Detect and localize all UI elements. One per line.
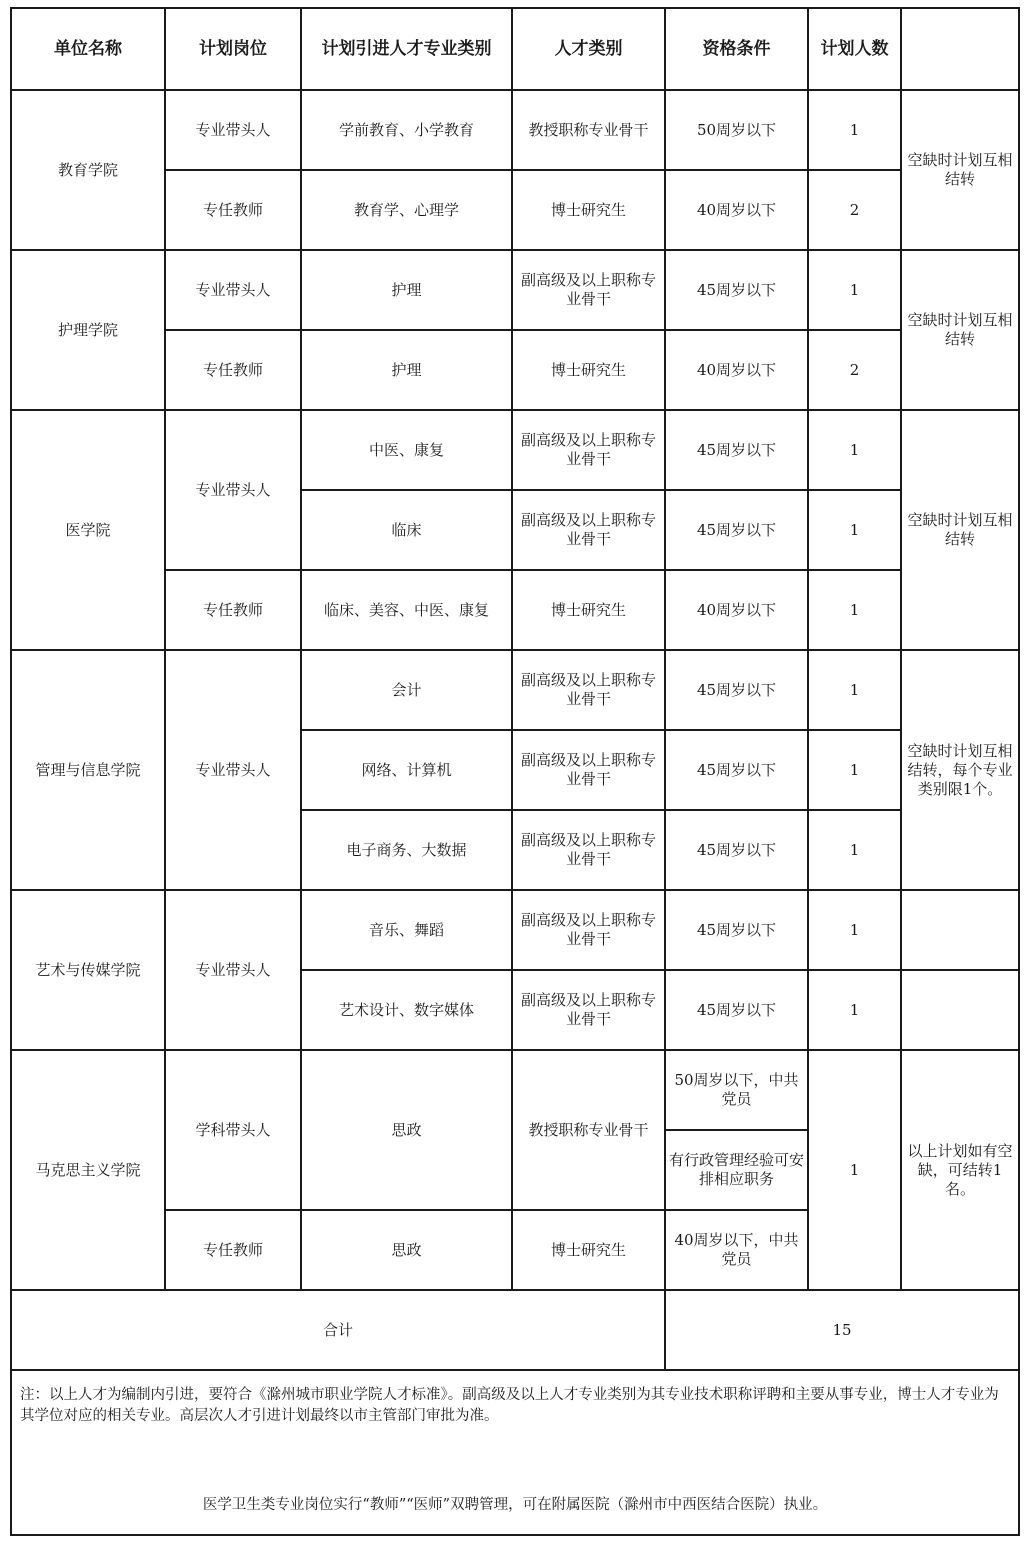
major-cell: 临床 <box>301 490 512 570</box>
note-paragraph-dual-appointment: 医学卫生类专业岗位实行“教师”“医师”双聘管理，可在附属医院（滁州市中西医结合医院）执业。 <box>202 1497 828 1513</box>
talent-cell: 博士研究生 <box>512 170 665 250</box>
remark-cell: 空缺时计划互相结转，每个专业类别限1个。 <box>901 650 1019 890</box>
count-cell: 1 <box>808 730 901 810</box>
major-cell: 护理 <box>301 250 512 330</box>
condition-cell: 45周岁以下 <box>665 410 808 490</box>
major-cell: 学前教育、小学教育 <box>301 90 512 170</box>
count-cell: 2 <box>808 330 901 410</box>
header-count: 计划人数 <box>808 8 901 90</box>
table-row <box>11 90 1019 170</box>
count-cell: 1 <box>808 90 901 170</box>
table-row <box>11 650 1019 730</box>
major-cell: 会计 <box>301 650 512 730</box>
count-cell: 1 <box>808 1050 901 1290</box>
total-label: 合计 <box>11 1290 665 1370</box>
major-cell: 思政 <box>301 1210 512 1290</box>
note-paragraph: 注：以上人才为编制内引进，要符合《滁州城市职业学院人才标准》。副高级及以上人才专业类别为其专业技术职称评聘和主要从事专业，博士人才专业为其学位对应的相关专业。高层次人才引进计划最终以市主管部门审批为准。 <box>20 1387 999 1424</box>
count-cell: 1 <box>808 970 901 1050</box>
major-cell: 网络、计算机 <box>301 730 512 810</box>
post-cell: 专任教师 <box>165 170 301 250</box>
recruitment-plan <box>10 7 1018 1536</box>
header-remark <box>901 8 1019 90</box>
condition-cell: 有行政管理经验可安排相应职务 <box>665 1130 808 1210</box>
major-cell: 思政 <box>301 1050 512 1210</box>
table-row <box>11 1050 1019 1130</box>
talent-cell: 博士研究生 <box>512 330 665 410</box>
post-cell: 专任教师 <box>165 1210 301 1290</box>
header-post: 计划岗位 <box>165 8 301 90</box>
post-cell: 专业带头人 <box>165 250 301 330</box>
condition-cell: 40周岁以下 <box>665 570 808 650</box>
condition-cell: 45周岁以下 <box>665 490 808 570</box>
talent-cell: 副高级及以上职称专业骨干 <box>512 970 665 1050</box>
condition-cell: 50周岁以下，中共党员 <box>665 1050 808 1130</box>
header-talent: 人才类别 <box>512 8 665 90</box>
post-cell: 专任教师 <box>165 570 301 650</box>
post-cell: 专业带头人 <box>165 650 301 890</box>
unit-cell: 马克思主义学院 <box>11 1050 165 1290</box>
condition-cell: 45周岁以下 <box>665 650 808 730</box>
major-cell: 临床、美容、中医、康复 <box>301 570 512 650</box>
remark-cell: 空缺时计划互相结转 <box>901 250 1019 410</box>
condition-cell: 50周岁以下 <box>665 90 808 170</box>
condition-cell: 45周岁以下 <box>665 810 808 890</box>
talent-cell: 副高级及以上职称专业骨干 <box>512 650 665 730</box>
talent-cell: 副高级及以上职称专业骨干 <box>512 890 665 970</box>
count-cell: 1 <box>808 490 901 570</box>
post-cell: 专业带头人 <box>165 890 301 1050</box>
unit-cell: 教育学院 <box>11 90 165 250</box>
talent-cell: 博士研究生 <box>512 1210 665 1290</box>
major-cell: 中医、康复 <box>301 410 512 490</box>
talent-cell: 副高级及以上职称专业骨干 <box>512 490 665 570</box>
talent-cell: 教授职称专业骨干 <box>512 90 665 170</box>
table-row <box>11 410 1019 490</box>
count-cell: 1 <box>808 410 901 490</box>
major-cell: 教育学、心理学 <box>301 170 512 250</box>
condition-cell: 45周岁以下 <box>665 970 808 1050</box>
major-cell: 护理 <box>301 330 512 410</box>
unit-cell: 医学院 <box>11 410 165 650</box>
post-cell: 专业带头人 <box>165 90 301 170</box>
talent-cell: 副高级及以上职称专业骨干 <box>512 810 665 890</box>
major-cell: 音乐、舞蹈 <box>301 890 512 970</box>
talent-cell: 副高级及以上职称专业骨干 <box>512 410 665 490</box>
remark-cell <box>901 890 1019 970</box>
count-cell: 1 <box>808 250 901 330</box>
header-row <box>11 8 1019 90</box>
remark-cell <box>901 970 1019 1050</box>
unit-cell: 护理学院 <box>11 250 165 410</box>
post-cell: 学科带头人 <box>165 1050 301 1210</box>
count-cell: 1 <box>808 810 901 890</box>
unit-cell: 管理与信息学院 <box>11 650 165 890</box>
post-cell: 专任教师 <box>165 330 301 410</box>
post-cell: 专业带头人 <box>165 410 301 570</box>
remark-cell: 以上计划如有空缺，可结转1名。 <box>901 1050 1019 1290</box>
recruitment-table <box>10 7 1020 1536</box>
unit-cell: 艺术与传媒学院 <box>11 890 165 1050</box>
condition-cell: 45周岁以下 <box>665 890 808 970</box>
count-cell: 2 <box>808 170 901 250</box>
major-cell: 艺术设计、数字媒体 <box>301 970 512 1050</box>
talent-cell: 教授职称专业骨干 <box>512 1050 665 1210</box>
header-unit: 单位名称 <box>11 8 165 90</box>
note-row <box>11 1370 1019 1535</box>
talent-cell: 副高级及以上职称专业骨干 <box>512 730 665 810</box>
count-cell: 1 <box>808 890 901 970</box>
table-row <box>11 250 1019 330</box>
condition-cell: 45周岁以下 <box>665 730 808 810</box>
header-major: 计划引进人才专业类别 <box>301 8 512 90</box>
major-cell: 电子商务、大数据 <box>301 810 512 890</box>
remark-cell: 空缺时计划互相结转 <box>901 90 1019 250</box>
talent-cell: 副高级及以上职称专业骨干 <box>512 250 665 330</box>
total-value: 15 <box>665 1290 1019 1370</box>
count-cell: 1 <box>808 570 901 650</box>
header-condition: 资格条件 <box>665 8 808 90</box>
condition-cell: 40周岁以下 <box>665 330 808 410</box>
condition-cell: 45周岁以下 <box>665 250 808 330</box>
condition-cell: 40周岁以下，中共党员 <box>665 1210 808 1290</box>
condition-cell: 40周岁以下 <box>665 170 808 250</box>
note-cell <box>11 1370 1019 1535</box>
table-row <box>11 890 1019 970</box>
talent-cell: 博士研究生 <box>512 570 665 650</box>
count-cell: 1 <box>808 650 901 730</box>
total-row <box>11 1290 1019 1370</box>
remark-cell: 空缺时计划互相结转 <box>901 410 1019 650</box>
